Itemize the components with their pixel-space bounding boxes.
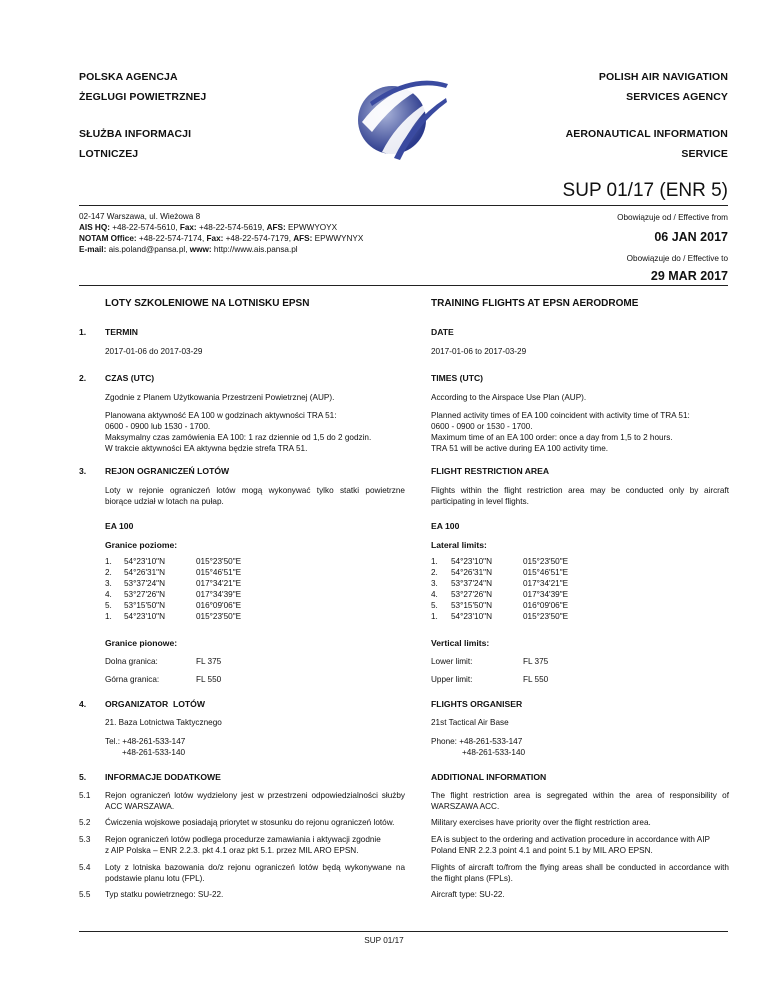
- item-5-4-number: 5.4: [79, 863, 91, 872]
- item-5-2-pl: Ćwiczenia wojskowe posiadają priorytet w stosunku do rejonu ograniczeń lotów.: [105, 818, 395, 827]
- email-line: E-mail: ais.poland@pansa.pl, www: http://www.ais.pansa.pl: [79, 245, 298, 255]
- lower-limit-label-en: Lower limit:: [431, 657, 473, 666]
- organiser-phone-en: Phone: +48-261-533-147 +48-261-533-140: [431, 737, 526, 758]
- effective-from-label: Obowiązuje od / Effective from: [617, 213, 728, 222]
- upper-limit-value-pl: FL 550: [196, 675, 222, 684]
- section-1-text-en: 2017-01-06 to 2017-03-29: [431, 347, 527, 356]
- item-5-3-en: EA is subject to the ordering and activation procedure in accordance with AIP Poland ENR 2.2.3 point 4.1 and point 5.1 by MIL ARO EPSN.: [431, 835, 710, 856]
- section-3-text-pl: Loty w rejonie ograniczeń lotów mogą wykonywać tylko statki powietrzne biorące udział w lotach na pułap.: [105, 486, 405, 507]
- organiser-en: 21st Tactical Air Base: [431, 718, 509, 727]
- upper-limit-label-en: Upper limit:: [431, 675, 473, 684]
- item-5-2-number: 5.2: [79, 818, 91, 827]
- section-4-number: 4.: [79, 699, 87, 709]
- pansa-logo: [342, 62, 452, 172]
- address-block: [79, 211, 363, 255]
- section-4-heading-en: FLIGHTS ORGANISER: [431, 699, 523, 709]
- upper-limit-label-pl: Górna granica:: [105, 675, 160, 684]
- service-name-pl-line2: LOTNICZEJ: [79, 148, 139, 160]
- service-name-en-line1: AERONAUTICAL INFORMATION: [565, 128, 728, 140]
- item-5-4-en: Flights of aircraft to/from the flying areas shall be conducted in accordance with the flight plans (FPLs).: [431, 863, 729, 884]
- section-1-text-pl: 2017-01-06 do 2017-03-29: [105, 347, 203, 356]
- effective-from-date: 06 JAN 2017: [654, 230, 728, 244]
- item-5-1-en: The flight restriction area is segregated within the area of responsibility of WARSZAWA ACC.: [431, 791, 729, 812]
- title-pl: LOTY SZKOLENIOWE NA LOTNISKU EPSN: [105, 298, 310, 309]
- organiser-pl: 21. Baza Lotnictwa Taktycznego: [105, 718, 222, 727]
- lower-limit-value-en: FL 375: [523, 657, 549, 666]
- organiser-phone-pl: Tel.: +48-261-533-147 +48-261-533-140: [105, 737, 186, 758]
- footer-page-id: SUP 01/17: [364, 936, 404, 945]
- item-5-2-en: Military exercises have priority over the flight restriction area.: [431, 818, 651, 827]
- item-5-1-pl: Rejon ograniczeń lotów wydzielony jest w przestrzeni odpowiedzialności służby ACC WARSZAWA.: [105, 791, 405, 812]
- section-2-p1-en: According to the Airspace Use Plan (AUP).: [431, 393, 587, 402]
- vertical-limits-pl: Granice pionowe:: [105, 638, 178, 648]
- coord-lat-en: 54°23'10"N 54°26'31"N 53°37'24"N 53°27'26"N 53°15'50"N 54°23'10"N: [451, 557, 492, 621]
- coord-lon-pl: 015°23'50"E 015°46'51"E 017°34'21"E 017°34'39"E 016°09'06"E 015°23'50"E: [196, 557, 242, 621]
- section-5-number: 5.: [79, 772, 87, 782]
- coord-numbers-pl: 1. 2. 3. 4. 5. 1.: [105, 557, 112, 621]
- item-5-1-number: 5.1: [79, 791, 91, 800]
- item-5-5-number: 5.5: [79, 890, 91, 899]
- effective-to-date: 29 MAR 2017: [650, 269, 728, 283]
- ea-100-en: EA 100: [431, 521, 460, 531]
- lower-limit-label-pl: Dolna granica:: [105, 657, 158, 666]
- sup-number: SUP 01/17 (ENR 5): [562, 180, 728, 201]
- coord-lat-pl: 54°23'10"N 54°26'31"N 53°37'24"N 53°27'26"N 53°15'50"N 54°23'10"N: [124, 557, 165, 621]
- section-2-p2-en: Planned activity times of EA 100 coincident with activity time of TRA 51: 0600 - 0900 or 1530 - 1700. Maximum time of an EA 100 order: once a day from 1,5 to 2 hours. TRA 51 will be active during EA 100 activity time.: [431, 411, 690, 454]
- item-5-4-pl: Loty z lotniska bazowania do/z rejonu ograniczeń lotów będą wykonywane na podstawie planu lotu (FPL).: [105, 863, 405, 884]
- section-2-heading-pl: CZAS (UTC): [105, 373, 155, 383]
- section-4-heading-pl: ORGANIZATOR LOTÓW: [105, 699, 205, 709]
- section-3-number: 3.: [79, 466, 87, 476]
- lateral-limits-pl: Granice poziome:: [105, 540, 178, 550]
- lower-limit-value-pl: FL 375: [196, 657, 222, 666]
- section-5-heading-en: ADDITIONAL INFORMATION: [431, 772, 547, 782]
- title-en: TRAINING FLIGHTS AT EPSN AERODROME: [431, 298, 639, 309]
- item-5-5-en: Aircraft type: SU-22.: [431, 890, 505, 899]
- section-3-heading-en: FLIGHT RESTRICTION AREA: [431, 466, 550, 476]
- section-2-p1-pl: Zgodnie z Planem Użytkowania Przestrzeni Powietrznej (AUP).: [105, 393, 335, 402]
- agency-name-pl-line1: POLSKA AGENCJA: [79, 71, 178, 83]
- section-3-text-en: Flights within the flight restriction area may be conducted only by aircraft participating in level flights.: [431, 486, 729, 507]
- address-line: 02-147 Warszawa, ul. Wieżowa 8: [79, 212, 201, 221]
- section-2-number: 2.: [79, 373, 87, 383]
- vertical-limits-en: Vertical limits:: [431, 638, 490, 648]
- section-5-heading-pl: INFORMACJE DODATKOWE: [105, 772, 221, 782]
- notam-office-line: NOTAM Office: +48-22-574-7174, Fax: +48-22-574-7179, AFS: EPWWYNYX: [79, 234, 364, 244]
- coord-lon-en: 015°23'50"E 015°46'51"E 017°34'21"E 017°34'39"E 016°09'06"E 015°23'50"E: [523, 557, 569, 621]
- section-3-heading-pl: REJON OGRANICZEŃ LOTÓW: [105, 466, 230, 476]
- agency-name-en-line1: POLISH AIR NAVIGATION: [598, 71, 728, 83]
- lateral-limits-en: Lateral limits:: [431, 540, 487, 550]
- item-5-3-pl: Rejon ograniczeń lotów podlega procedurze zamawiania i aktywacji zgodnie z AIP Polska – ENR 2.2.3. pkt 4.1 oraz pkt 5.1. przez MIL ARO EPSN.: [105, 835, 381, 856]
- service-name-pl-line1: SŁUŻBA INFORMACJI: [79, 128, 192, 140]
- section-2-p2-pl: Planowana aktywność EA 100 w godzinach aktywności TRA 51: 0600 - 0900 lub 1530 - 1700. Maksymalny czas zamówienia EA 100: 1 raz dziennie od 1,5 do 2 godzin. W trakcie aktywności EA aktywna będzie strefa TRA 51.: [105, 411, 372, 454]
- agency-name-en-line2: SERVICES AGENCY: [626, 91, 728, 103]
- item-5-3-number: 5.3: [79, 835, 91, 844]
- section-1-number: 1.: [79, 327, 87, 337]
- effective-to-label: Obowiązuje do / Effective to: [626, 254, 728, 263]
- section-1-heading-en: DATE: [431, 327, 454, 337]
- service-name-en-line2: SERVICE: [681, 148, 728, 160]
- ais-hq-line: AIS HQ: +48-22-574-5610, Fax: +48-22-574-5619, AFS: EPWWYOYX: [79, 223, 338, 233]
- section-1-heading-pl: TERMIN: [105, 327, 138, 337]
- section-2-heading-en: TIMES (UTC): [431, 373, 484, 383]
- item-5-5-pl: Typ statku powietrznego: SU-22.: [105, 890, 224, 899]
- agency-name-pl-line2: ŻEGLUGI POWIETRZNEJ: [79, 91, 207, 103]
- coord-numbers-en: 1. 2. 3. 4. 5. 1.: [431, 557, 438, 621]
- upper-limit-value-en: FL 550: [523, 675, 549, 684]
- ea-100-pl: EA 100: [105, 521, 134, 531]
